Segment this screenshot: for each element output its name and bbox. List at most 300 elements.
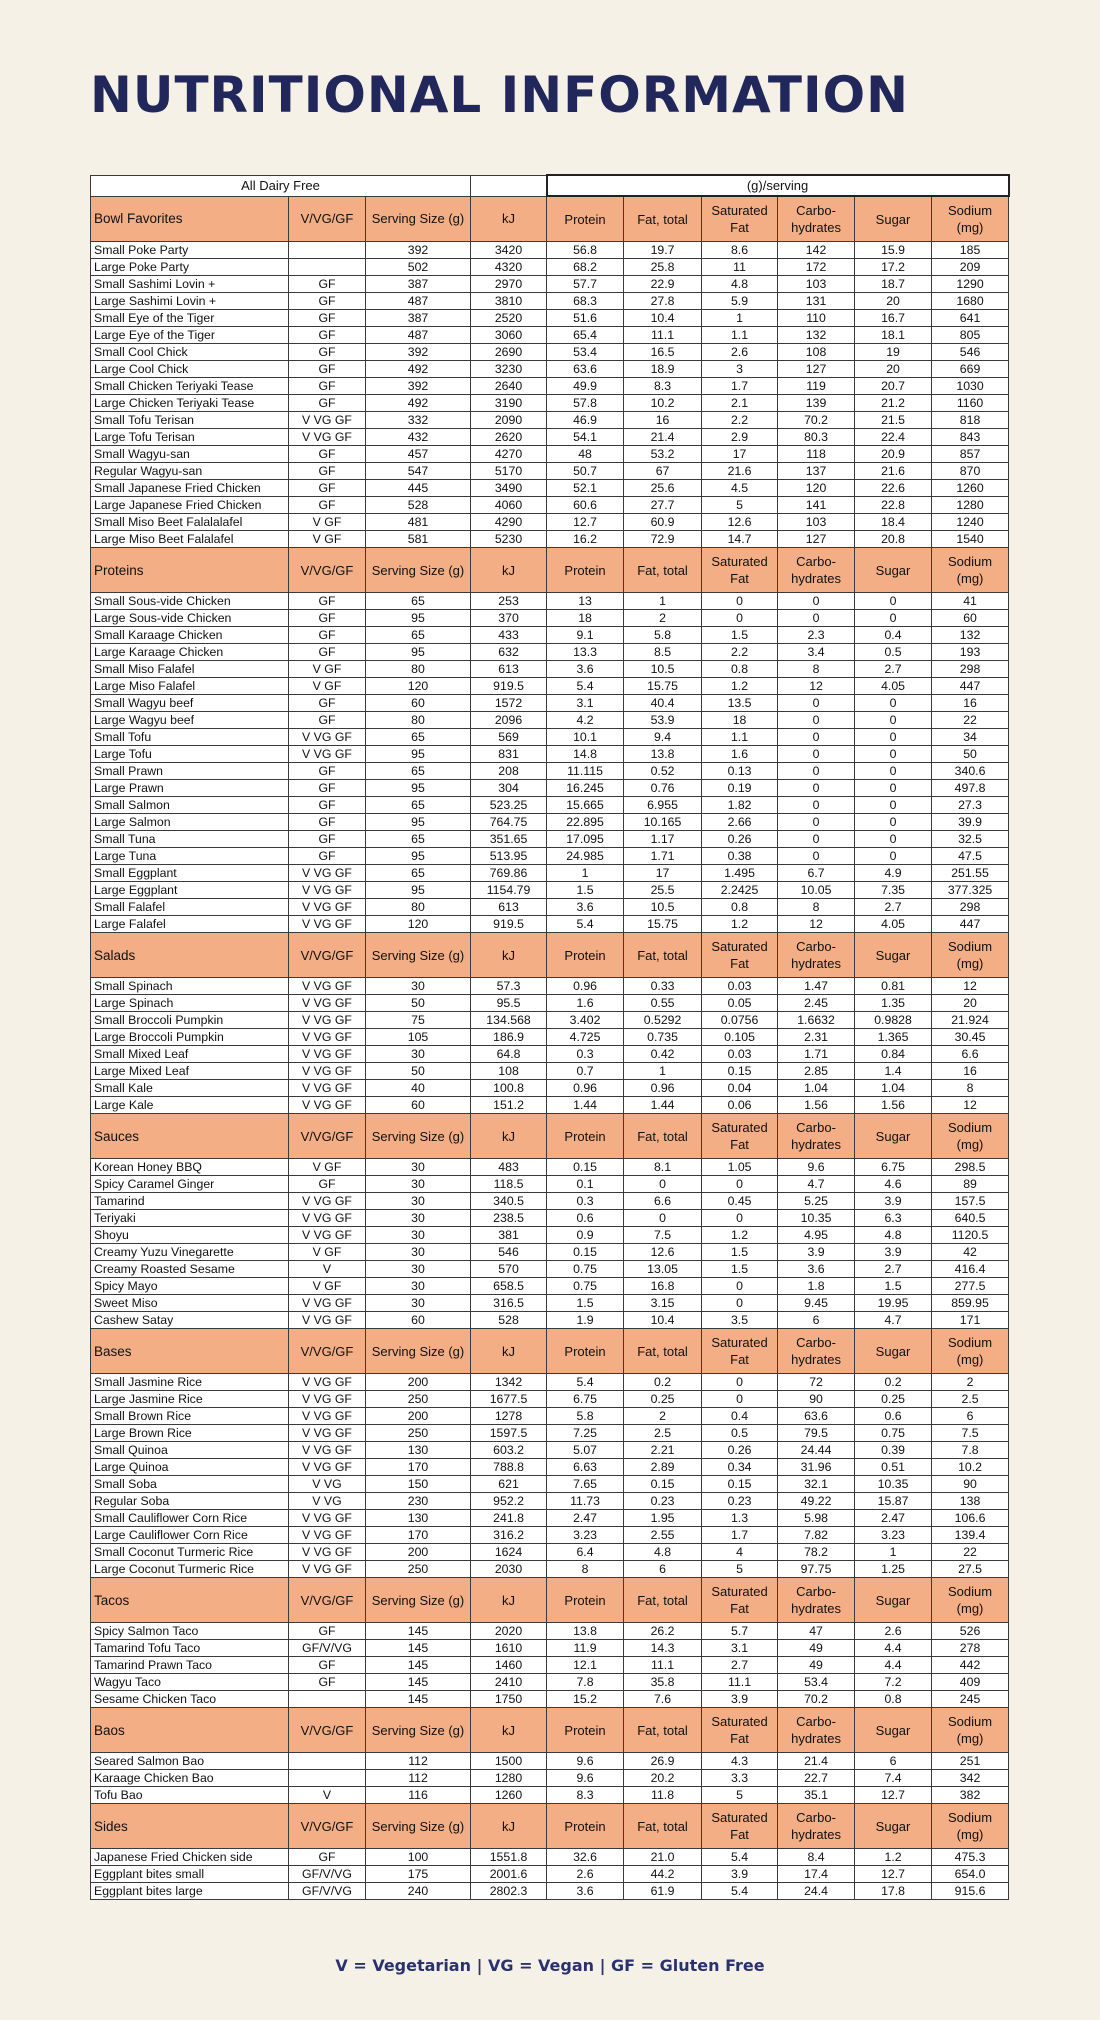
cell-carbohydrates: 49 <box>778 1640 855 1657</box>
table-row <box>91 1097 1009 1114</box>
column-header-protein: Protein <box>547 1708 624 1753</box>
cell-protein: 0.15 <box>547 1159 624 1176</box>
cell-sugar: 0.5 <box>855 644 932 661</box>
cell-carbohydrates: 70.2 <box>778 1691 855 1708</box>
cell-protein: 17.095 <box>547 831 624 848</box>
cell-carbohydrates: 8 <box>778 899 855 916</box>
cell-fat-total: 2.89 <box>624 1459 702 1476</box>
cell-sodium: 27.3 <box>932 797 1009 814</box>
cell-fat-total: 2 <box>624 610 702 627</box>
cell-serving-size: 65 <box>366 797 471 814</box>
cell-diet: V GF <box>289 514 366 531</box>
cell-carbohydrates: 79.5 <box>778 1425 855 1442</box>
item-name: Teriyaki <box>91 1210 289 1227</box>
cell-saturated-fat: 0.105 <box>702 1029 778 1046</box>
cell-carbohydrates: 2.45 <box>778 995 855 1012</box>
cell-carbohydrates: 78.2 <box>778 1544 855 1561</box>
cell-fat-total: 9.4 <box>624 729 702 746</box>
cell-sodium: 298 <box>932 899 1009 916</box>
cell-diet: GF <box>289 593 366 610</box>
table-row <box>91 1210 1009 1227</box>
cell-sugar: 4.4 <box>855 1657 932 1674</box>
cell-carbohydrates: 9.6 <box>778 1159 855 1176</box>
cell-sodium: 859.95 <box>932 1295 1009 1312</box>
cell-sugar: 7.35 <box>855 882 932 899</box>
cell-fat-total: 11.8 <box>624 1787 702 1804</box>
table-row <box>91 729 1009 746</box>
cell-sodium: 7.8 <box>932 1442 1009 1459</box>
cell-saturated-fat: 5.9 <box>702 293 778 310</box>
cell-diet: GF <box>289 1674 366 1691</box>
cell-kj: 186.9 <box>471 1029 547 1046</box>
cell-diet: V VG GF <box>289 1425 366 1442</box>
cell-serving-size: 40 <box>366 1080 471 1097</box>
cell-saturated-fat: 0.06 <box>702 1097 778 1114</box>
cell-fat-total: 2.5 <box>624 1425 702 1442</box>
cell-protein: 8.3 <box>547 1787 624 1804</box>
table-row <box>91 995 1009 1012</box>
cell-saturated-fat: 4.5 <box>702 480 778 497</box>
item-name: Small Soba <box>91 1476 289 1493</box>
cell-fat-total: 0.2 <box>624 1374 702 1391</box>
cell-kj: 523.25 <box>471 797 547 814</box>
cell-diet: V VG GF <box>289 1227 366 1244</box>
cell-sugar: 7.4 <box>855 1770 932 1787</box>
cell-serving-size: 95 <box>366 848 471 865</box>
cell-protein: 3.6 <box>547 899 624 916</box>
cell-sugar: 0.8 <box>855 1691 932 1708</box>
cell-serving-size: 581 <box>366 531 471 548</box>
table-row <box>91 763 1009 780</box>
cell-sodium: 298.5 <box>932 1159 1009 1176</box>
item-name: Large Spinach <box>91 995 289 1012</box>
cell-serving-size: 170 <box>366 1459 471 1476</box>
cell-fat-total: 0.15 <box>624 1476 702 1493</box>
column-header-diet: V/VG/GF <box>289 196 366 242</box>
cell-serving-size: 145 <box>366 1657 471 1674</box>
column-header-saturated-fat: Saturated Fat <box>702 1114 778 1159</box>
table-row <box>91 831 1009 848</box>
cell-sodium: 10.2 <box>932 1459 1009 1476</box>
cell-diet <box>289 259 366 276</box>
item-name: Small Cool Chick <box>91 344 289 361</box>
table-row <box>91 746 1009 763</box>
cell-serving-size: 65 <box>366 763 471 780</box>
cell-saturated-fat: 3.5 <box>702 1312 778 1329</box>
column-header-serving-size: Serving Size (g) <box>366 1804 471 1849</box>
cell-kj: 1460 <box>471 1657 547 1674</box>
cell-fat-total: 0.55 <box>624 995 702 1012</box>
cell-carbohydrates: 32.1 <box>778 1476 855 1493</box>
cell-diet: GF <box>289 1623 366 1640</box>
cell-sodium: 41 <box>932 593 1009 610</box>
cell-saturated-fat: 1.82 <box>702 797 778 814</box>
cell-protein: 9.1 <box>547 627 624 644</box>
cell-kj: 5170 <box>471 463 547 480</box>
cell-fat-total: 1 <box>624 1063 702 1080</box>
cell-protein: 54.1 <box>547 429 624 446</box>
cell-carbohydrates: 0 <box>778 848 855 865</box>
cell-carbohydrates: 1.47 <box>778 978 855 995</box>
cell-kj: 2802.3 <box>471 1883 547 1900</box>
table-row <box>91 814 1009 831</box>
cell-sodium: 641 <box>932 310 1009 327</box>
table-row <box>91 1063 1009 1080</box>
cell-carbohydrates: 0 <box>778 593 855 610</box>
cell-diet: V GF <box>289 1244 366 1261</box>
nutrition-table-container <box>90 174 1010 1900</box>
table-row <box>91 259 1009 276</box>
column-header-sodium: Sodium (mg) <box>932 196 1009 242</box>
cell-diet: V GF <box>289 1278 366 1295</box>
column-header-carbohydrates: Carbo- hydrates <box>778 1114 855 1159</box>
cell-carbohydrates: 8.4 <box>778 1849 855 1866</box>
item-name: Tamarind Prawn Taco <box>91 1657 289 1674</box>
section-title: Bases <box>91 1329 289 1374</box>
table-row <box>91 865 1009 882</box>
cell-carbohydrates: 1.04 <box>778 1080 855 1097</box>
cell-sodium: 21.924 <box>932 1012 1009 1029</box>
cell-fat-total: 6 <box>624 1561 702 1578</box>
column-header-saturated-fat: Saturated Fat <box>702 1708 778 1753</box>
table-row <box>91 1295 1009 1312</box>
cell-protein: 3.6 <box>547 1883 624 1900</box>
table-row <box>91 1261 1009 1278</box>
cell-protein: 1 <box>547 865 624 882</box>
cell-sugar: 21.6 <box>855 463 932 480</box>
table-row <box>91 1510 1009 1527</box>
cell-diet: GF <box>289 395 366 412</box>
cell-protein: 1.6 <box>547 995 624 1012</box>
cell-serving-size: 105 <box>366 1029 471 1046</box>
cell-sodium: 32.5 <box>932 831 1009 848</box>
cell-serving-size: 65 <box>366 729 471 746</box>
section-title: Proteins <box>91 548 289 593</box>
cell-fat-total: 16 <box>624 412 702 429</box>
column-header-fat-total: Fat, total <box>624 1708 702 1753</box>
cell-carbohydrates: 6.7 <box>778 865 855 882</box>
cell-kj: 2096 <box>471 712 547 729</box>
cell-protein: 13 <box>547 593 624 610</box>
cell-fat-total: 1 <box>624 593 702 610</box>
cell-fat-total: 0.76 <box>624 780 702 797</box>
item-name: Creamy Yuzu Vinegarette <box>91 1244 289 1261</box>
cell-carbohydrates: 118 <box>778 446 855 463</box>
cell-protein: 5.4 <box>547 678 624 695</box>
cell-fat-total: 1.95 <box>624 1510 702 1527</box>
cell-fat-total: 0 <box>624 1176 702 1193</box>
cell-sugar: 0 <box>855 695 932 712</box>
cell-saturated-fat: 12.6 <box>702 514 778 531</box>
cell-sodium: 277.5 <box>932 1278 1009 1295</box>
cell-carbohydrates: 1.71 <box>778 1046 855 1063</box>
column-header-kj: kJ <box>471 548 547 593</box>
cell-saturated-fat: 11 <box>702 259 778 276</box>
cell-sodium: 915.6 <box>932 1883 1009 1900</box>
cell-protein: 9.6 <box>547 1770 624 1787</box>
column-header-fat-total: Fat, total <box>624 933 702 978</box>
column-header-protein: Protein <box>547 1114 624 1159</box>
cell-sodium: 2.5 <box>932 1391 1009 1408</box>
item-name: Creamy Roasted Sesame <box>91 1261 289 1278</box>
item-name: Large Prawn <box>91 780 289 797</box>
cell-protein: 15.665 <box>547 797 624 814</box>
cell-saturated-fat: 0 <box>702 1278 778 1295</box>
cell-carbohydrates: 5.25 <box>778 1193 855 1210</box>
cell-kj: 370 <box>471 610 547 627</box>
cell-carbohydrates: 21.4 <box>778 1753 855 1770</box>
cell-sugar: 0.25 <box>855 1391 932 1408</box>
cell-diet: GF <box>289 848 366 865</box>
cell-kj: 613 <box>471 661 547 678</box>
cell-saturated-fat: 1.5 <box>702 1261 778 1278</box>
table-row <box>91 1623 1009 1640</box>
cell-kj: 1260 <box>471 1787 547 1804</box>
cell-serving-size: 60 <box>366 695 471 712</box>
cell-serving-size: 387 <box>366 310 471 327</box>
cell-serving-size: 60 <box>366 1097 471 1114</box>
cell-kj: 4060 <box>471 497 547 514</box>
item-name: Small Salmon <box>91 797 289 814</box>
cell-carbohydrates: 0 <box>778 695 855 712</box>
table-row <box>91 242 1009 259</box>
cell-saturated-fat: 1.3 <box>702 1510 778 1527</box>
cell-sodium: 1290 <box>932 276 1009 293</box>
table-row <box>91 627 1009 644</box>
section-header <box>91 1578 1009 1623</box>
cell-protein: 1.5 <box>547 1295 624 1312</box>
cell-diet: V VG GF <box>289 1295 366 1312</box>
cell-serving-size: 250 <box>366 1425 471 1442</box>
cell-serving-size: 65 <box>366 865 471 882</box>
cell-protein: 68.2 <box>547 259 624 276</box>
cell-sugar: 21.2 <box>855 395 932 412</box>
item-name: Small Karaage Chicken <box>91 627 289 644</box>
cell-diet: GF <box>289 480 366 497</box>
cell-kj: 1342 <box>471 1374 547 1391</box>
item-name: Large Wagyu beef <box>91 712 289 729</box>
cell-diet: V VG GF <box>289 1046 366 1063</box>
cell-kj: 1677.5 <box>471 1391 547 1408</box>
section-title: Salads <box>91 933 289 978</box>
cell-saturated-fat: 3.9 <box>702 1691 778 1708</box>
cell-sodium: 342 <box>932 1770 1009 1787</box>
cell-serving-size: 80 <box>366 899 471 916</box>
cell-sugar: 0.75 <box>855 1425 932 1442</box>
cell-diet: GF <box>289 814 366 831</box>
cell-fat-total: 1.44 <box>624 1097 702 1114</box>
cell-kj: 2030 <box>471 1561 547 1578</box>
cell-saturated-fat: 1.5 <box>702 1244 778 1261</box>
column-header-saturated-fat: Saturated Fat <box>702 933 778 978</box>
item-name: Cashew Satay <box>91 1312 289 1329</box>
cell-diet: GF <box>289 344 366 361</box>
cell-carbohydrates: 108 <box>778 344 855 361</box>
column-header-sugar: Sugar <box>855 1329 932 1374</box>
cell-sugar: 0.51 <box>855 1459 932 1476</box>
cell-sugar: 12.7 <box>855 1866 932 1883</box>
section-header <box>91 1114 1009 1159</box>
cell-serving-size: 30 <box>366 1176 471 1193</box>
cell-saturated-fat: 5.4 <box>702 1883 778 1900</box>
cell-carbohydrates: 24.44 <box>778 1442 855 1459</box>
table-row <box>91 1561 1009 1578</box>
cell-sugar: 20.9 <box>855 446 932 463</box>
cell-kj: 433 <box>471 627 547 644</box>
cell-diet: V VG GF <box>289 882 366 899</box>
cell-kj: 919.5 <box>471 678 547 695</box>
cell-saturated-fat: 0.45 <box>702 1193 778 1210</box>
cell-carbohydrates: 4.7 <box>778 1176 855 1193</box>
cell-sodium: 16 <box>932 695 1009 712</box>
table-row <box>91 378 1009 395</box>
cell-sodium: 669 <box>932 361 1009 378</box>
item-name: Large Coconut Turmeric Rice <box>91 1561 289 1578</box>
cell-diet: GF <box>289 1657 366 1674</box>
section-header <box>91 933 1009 978</box>
cell-diet: V VG GF <box>289 1063 366 1080</box>
cell-kj: 381 <box>471 1227 547 1244</box>
section-title: Tacos <box>91 1578 289 1623</box>
column-header-sugar: Sugar <box>855 1114 932 1159</box>
cell-saturated-fat: 0.8 <box>702 899 778 916</box>
cell-protein: 46.9 <box>547 412 624 429</box>
cell-serving-size: 60 <box>366 1312 471 1329</box>
cell-sugar: 0.84 <box>855 1046 932 1063</box>
table-row <box>91 1527 1009 1544</box>
cell-protein: 7.8 <box>547 1674 624 1691</box>
item-name: Small Japanese Fried Chicken <box>91 480 289 497</box>
column-header-kj: kJ <box>471 1329 547 1374</box>
column-header-serving-size: Serving Size (g) <box>366 1708 471 1753</box>
cell-saturated-fat: 8.6 <box>702 242 778 259</box>
cell-sodium: 90 <box>932 1476 1009 1493</box>
cell-carbohydrates: 97.75 <box>778 1561 855 1578</box>
cell-sugar: 17.2 <box>855 259 932 276</box>
cell-diet: GF <box>289 310 366 327</box>
cell-saturated-fat: 3 <box>702 361 778 378</box>
cell-diet: V VG GF <box>289 865 366 882</box>
cell-sodium: 12 <box>932 1097 1009 1114</box>
cell-diet: GF <box>289 378 366 395</box>
cell-kj: 2001.6 <box>471 1866 547 1883</box>
item-name: Small Brown Rice <box>91 1408 289 1425</box>
table-row <box>91 514 1009 531</box>
cell-diet: GF <box>289 463 366 480</box>
cell-fat-total: 1.17 <box>624 831 702 848</box>
cell-carbohydrates: 142 <box>778 242 855 259</box>
cell-sugar: 18.7 <box>855 276 932 293</box>
cell-serving-size: 250 <box>366 1391 471 1408</box>
cell-kj: 1500 <box>471 1753 547 1770</box>
cell-carbohydrates: 70.2 <box>778 412 855 429</box>
cell-fat-total: 44.2 <box>624 1866 702 1883</box>
cell-sugar: 4.6 <box>855 1176 932 1193</box>
table-row <box>91 1849 1009 1866</box>
cell-sodium: 377.325 <box>932 882 1009 899</box>
cell-protein: 0.1 <box>547 1176 624 1193</box>
cell-carbohydrates: 7.82 <box>778 1527 855 1544</box>
cell-sodium: 442 <box>932 1657 1009 1674</box>
cell-fat-total: 61.9 <box>624 1883 702 1900</box>
section-title: Sides <box>91 1804 289 1849</box>
cell-fat-total: 12.6 <box>624 1244 702 1261</box>
cell-protein: 13.3 <box>547 644 624 661</box>
column-header-diet: V/VG/GF <box>289 1578 366 1623</box>
table-row <box>91 780 1009 797</box>
item-name: Small Eye of the Tiger <box>91 310 289 327</box>
cell-kj: 64.8 <box>471 1046 547 1063</box>
cell-sugar: 3.9 <box>855 1244 932 1261</box>
item-name: Small Prawn <box>91 763 289 780</box>
section-header <box>91 1804 1009 1849</box>
cell-diet: V VG GF <box>289 1391 366 1408</box>
cell-saturated-fat: 2.6 <box>702 344 778 361</box>
cell-saturated-fat: 2.2 <box>702 644 778 661</box>
table-row <box>91 797 1009 814</box>
cell-serving-size: 30 <box>366 1193 471 1210</box>
cell-sodium: 209 <box>932 259 1009 276</box>
cell-saturated-fat: 4.3 <box>702 1753 778 1770</box>
cell-kj: 2690 <box>471 344 547 361</box>
cell-serving-size: 95 <box>366 882 471 899</box>
table-row <box>91 1312 1009 1329</box>
cell-serving-size: 432 <box>366 429 471 446</box>
cell-kj: 57.3 <box>471 978 547 995</box>
column-header-carbohydrates: Carbo- hydrates <box>778 196 855 242</box>
cell-serving-size: 30 <box>366 1295 471 1312</box>
cell-sodium: 1680 <box>932 293 1009 310</box>
table-row <box>91 610 1009 627</box>
item-name: Small Coconut Turmeric Rice <box>91 1544 289 1561</box>
cell-sodium: 89 <box>932 1176 1009 1193</box>
cell-saturated-fat: 0.03 <box>702 1046 778 1063</box>
item-name: Large Quinoa <box>91 1459 289 1476</box>
cell-saturated-fat: 11.1 <box>702 1674 778 1691</box>
cell-sodium: 138 <box>932 1493 1009 1510</box>
cell-saturated-fat: 0.19 <box>702 780 778 797</box>
cell-serving-size: 392 <box>366 378 471 395</box>
cell-protein: 60.6 <box>547 497 624 514</box>
column-header-diet: V/VG/GF <box>289 1708 366 1753</box>
cell-saturated-fat: 1.05 <box>702 1159 778 1176</box>
cell-diet: GF <box>289 797 366 814</box>
cell-kj: 1597.5 <box>471 1425 547 1442</box>
table-row <box>91 1029 1009 1046</box>
cell-serving-size: 170 <box>366 1527 471 1544</box>
cell-serving-size: 145 <box>366 1623 471 1640</box>
item-name: Small Kale <box>91 1080 289 1097</box>
table-row <box>91 1442 1009 1459</box>
table-row <box>91 293 1009 310</box>
cell-saturated-fat: 1.5 <box>702 627 778 644</box>
cell-carbohydrates: 35.1 <box>778 1787 855 1804</box>
table-row <box>91 978 1009 995</box>
cell-carbohydrates: 103 <box>778 514 855 531</box>
table-row <box>91 497 1009 514</box>
cell-diet: V VG <box>289 1493 366 1510</box>
column-header-kj: kJ <box>471 1578 547 1623</box>
table-row <box>91 463 1009 480</box>
cell-protein: 11.73 <box>547 1493 624 1510</box>
cell-protein: 48 <box>547 446 624 463</box>
cell-protein: 3.23 <box>547 1527 624 1544</box>
cell-diet: V VG GF <box>289 1374 366 1391</box>
item-name: Japanese Fried Chicken side <box>91 1849 289 1866</box>
column-header-serving-size: Serving Size (g) <box>366 1329 471 1374</box>
cell-sugar: 1.56 <box>855 1097 932 1114</box>
cell-carbohydrates: 8 <box>778 661 855 678</box>
